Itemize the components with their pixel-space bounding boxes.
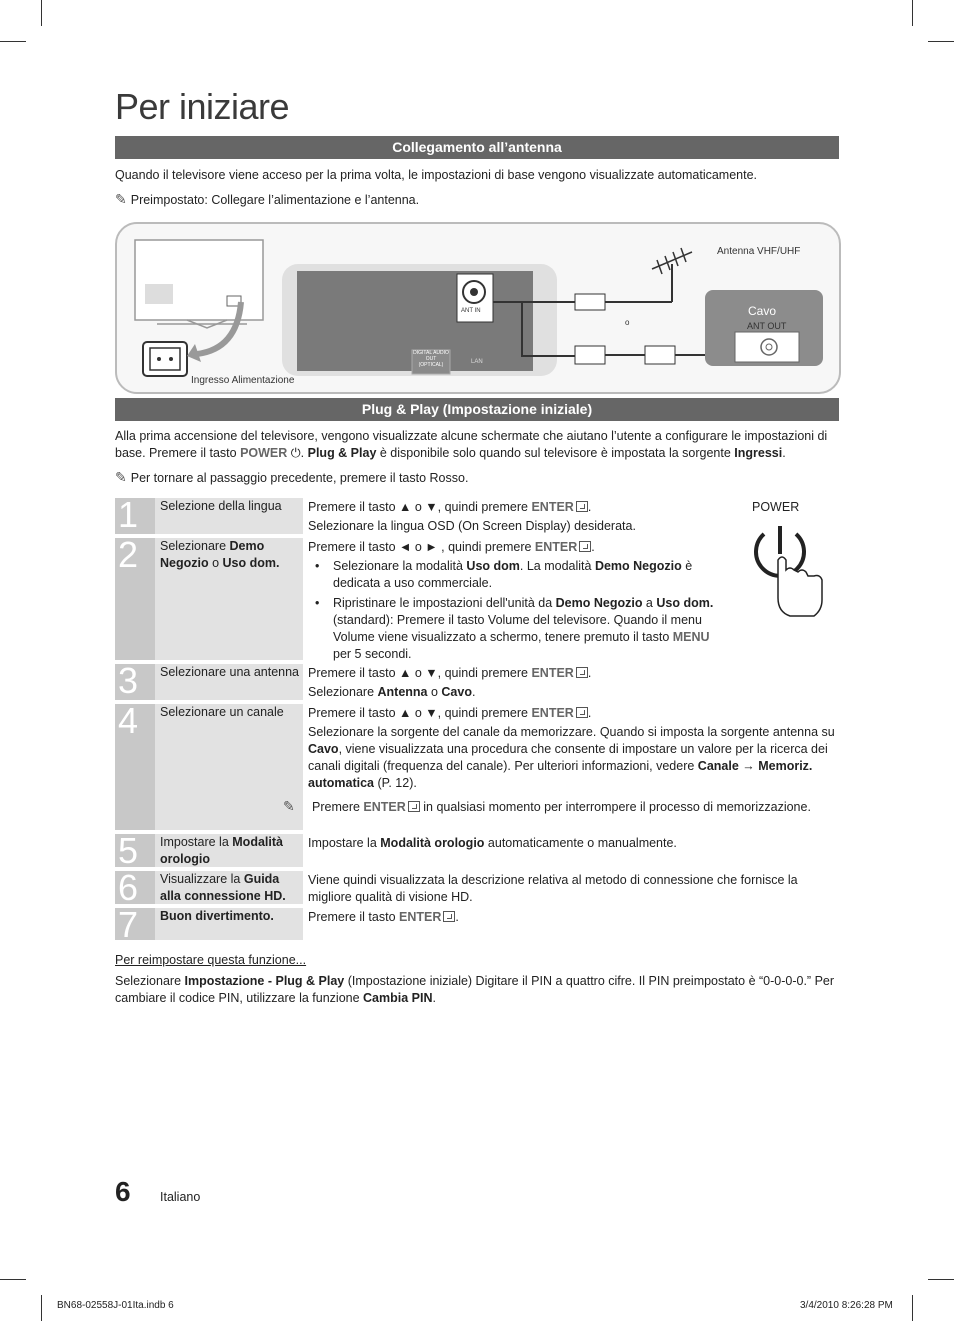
step-description: Premere il tasto ◄ o ► , quindi premere ENTER . • Selezionare la modalità Uso dom. La modalità Demo Negozio è dedicata a uso commerciale. • Ripristinare le impostazioni dell'unità da Demo Negozio a Uso dom. (standard): Premere il tasto Volume del televisore. Quando il menu Volume viene visualizzato a schermo, tenere premuto il tasto MENU per 5 secondi. [308,539,718,663]
print-datetime: 3/4/2010 8:26:28 PM [800,1300,893,1311]
note-pencil-icon: ✎ [115,191,127,207]
antenna-note [115,191,839,209]
reset-text: Selezionare Impostazione - Plug & Play (Impostazione iniziale) Digitare il PIN a quattro cifre. Il PIN preimpostato è “0-0-0-0.” Per cambiare il codice PIN, utilizzare la funzione Cambia PIN. [115,974,835,1005]
cable-label: Cavo [748,304,777,318]
step-number: 7 [115,908,155,940]
power-button-label: POWER [752,500,800,514]
reset-heading: Per reimpostare questa funzione... [115,953,307,967]
enter-icon [408,801,420,812]
enter-icon [443,911,455,922]
step-number: 1 [115,498,155,534]
enter-icon [579,541,591,552]
plug-play-intro: Alla prima accensione del televisore, vengono visualizzate alcune schermate che aiutano l’utente a configurare le impostazioni di base. Premere il tasto POWER ⏻. Plug & Play è disponibile solo quando sul televisore è impostata la sorgente Ingressi. [115,429,828,460]
crop-mark [928,1279,954,1280]
crop-mark [41,0,42,26]
step-number: 3 [115,664,155,700]
step-number: 5 [115,834,155,867]
crop-mark [912,0,913,26]
step-label: Visualizzare la Guida alla connessione HD. [155,871,303,904]
step-row [115,494,839,535]
antenna-intro: Quando il televisore viene acceso per la prima volta, le impostazioni di base vengono visualizzate automaticamente. [115,168,758,182]
enter-icon [576,667,588,678]
step-number: 4 [115,704,155,830]
ant-in-label: ANT IN [461,308,481,314]
section-heading-antenna: Collegamento all’antenna [115,136,839,159]
step-row [115,830,839,871]
crop-mark [912,1295,913,1321]
crop-mark [41,1295,42,1321]
step-label: Selezione della lingua [155,498,303,534]
ant-out-label: ANT OUT [747,321,787,331]
enter-icon [576,501,588,512]
step-description: Premere il tasto ▲ o ▼, quindi premere ENTER . Selezionare la lingua OSD (On Screen Display) desiderata. [308,500,636,533]
plug-play-note: ✎ Per tornare al passaggio precedente, premere il tasto Rosso. [115,469,469,485]
page-language: Italiano [160,1190,201,1204]
step-label: Selezionare Demo Negozio o Uso dom. [155,538,303,660]
step-row [115,867,839,908]
section-heading-plug-play: Plug & Play (Impostazione iniziale) [115,398,839,421]
lan-label: LAN [471,359,483,365]
note-text: Preimpostato: Collegare l’alimentazione e l’antenna. [130,193,420,207]
power-icon: ⏻ [287,446,301,460]
step-number: 2 [115,538,155,660]
step-label: Selezionare una antenna [155,664,303,700]
step-label: Buon divertimento. [155,908,303,940]
enter-icon [576,707,588,718]
step-number: 6 [115,871,155,904]
antenna-connection-diagram [115,222,841,394]
note-pencil-icon: ✎ [115,469,127,485]
digital-audio-label: DIGITAL AUDIO OUT (OPTICAL) [413,350,449,368]
page-number: 6 [115,1176,131,1207]
tv-panel [145,284,173,304]
step-description: Premere il tasto ▲ o ▼, quindi premere ENTER . Selezionare Antenna o Cavo. [308,666,592,699]
power-input-label: Ingresso Alimentazione [191,375,295,386]
step-row [115,700,839,830]
step-label: Selezionare un canale [155,704,303,830]
tv-icon [135,240,263,320]
step-description: Impostare la Modalità orologio automaticamente o manualmente. [308,836,677,850]
step-row [115,660,839,701]
crop-mark [0,41,26,42]
step-description: Premere il tasto ▲ o ▼, quindi premere ENTER . Selezionare la sorgente del canale da memorizzare. Quando si imposta la sorgente antenna su Cavo, viene visualizzata una procedura che consente di impostare un valore per la ricerca dei canali digitali (frequenza del canale). Per ulteriori informazioni, vedere Canale → Memoriz. automatica (P. 12). Premere ENTER in qualsiasi momento per interrompere il processo di memorizzazione. [308,706,835,814]
step-row [115,534,839,661]
step-description: Premere il tasto ENTER . [308,910,459,924]
antenna-label: Antenna VHF/UHF [717,246,801,257]
page-title: Per iniziare [115,86,290,127]
step-label: Impostare la Modalità orologio [155,834,303,867]
step-row [115,904,839,945]
crop-mark [0,1279,26,1280]
or-label: o [625,318,630,327]
step-description: Viene quindi visualizzata la descrizione relativa al metodo di connessione che fornisce la migliore qualità di visione HD. [308,873,798,904]
crop-mark [928,41,954,42]
print-file: BN68-02558J-01Ita.indb 6 [57,1300,174,1311]
